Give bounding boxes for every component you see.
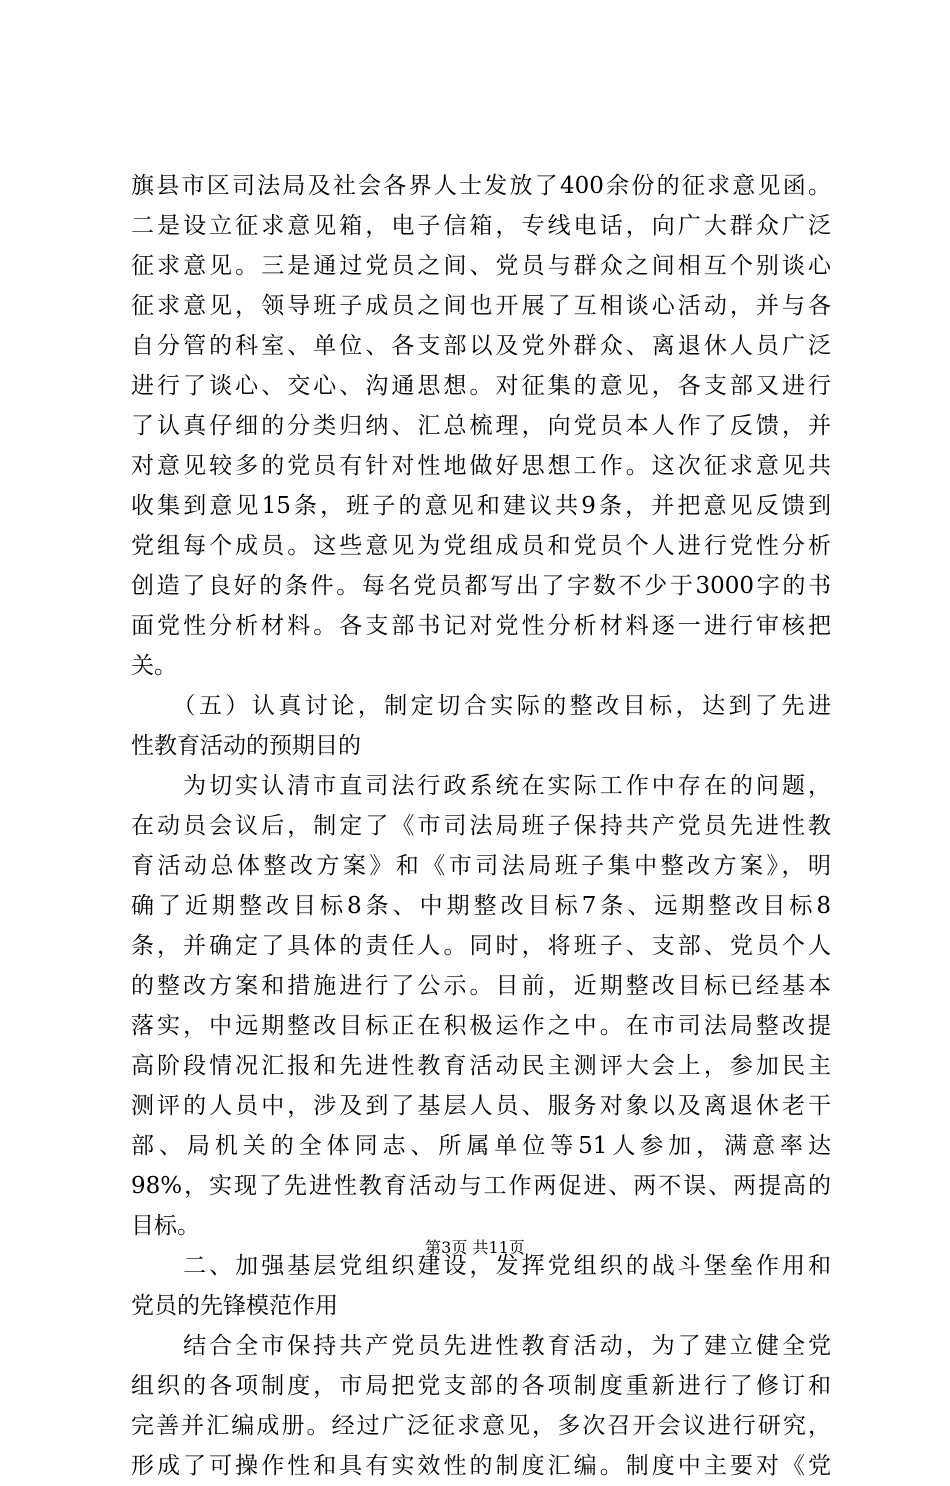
text-line: 部、局机关的全体同志、所属单位等51人参加，满意率达 bbox=[131, 1133, 831, 1159]
text-line: 收集到意见15条，班子的意见和建议共9条，并把意见反馈到 bbox=[131, 493, 831, 519]
page-number-footer: 第3页 共11页 bbox=[425, 1238, 525, 1257]
text-line: 二是设立征求意见箱，电子信箱，专线电话，向广大群众广泛 bbox=[131, 213, 831, 239]
text-line: 98%，实现了先进性教育活动与工作两促进、两不误、两提高的 bbox=[131, 1173, 831, 1199]
text-line: 测评的人员中，涉及到了基层人员、服务对象以及离退休老干 bbox=[131, 1093, 831, 1119]
text-line: 育活动总体整改方案》和《市司法局班子集中整改方案》，明 bbox=[131, 853, 831, 879]
text-line: 旗县市区司法局及社会各界人士发放了400余份的征求意见函。 bbox=[131, 173, 831, 199]
text-line: 条，并确定了具体的责任人。同时，将班子、支部、党员个人 bbox=[131, 933, 831, 959]
text-line: 党组每个成员。这些意见为党组成员和党员个人进行党性分析 bbox=[131, 533, 831, 559]
text-line: 目标。 bbox=[131, 1213, 200, 1239]
text-line: 面党性分析材料。各支部书记对党性分析材料逐一进行审核把 bbox=[131, 613, 831, 639]
text-line: 完善并汇编成册。经过广泛征求意见，多次召开会议进行研究， bbox=[131, 1413, 831, 1439]
text-line: 落实，中远期整改目标正在积极运作之中。在市司法局整改提 bbox=[131, 1013, 831, 1039]
text-line: 形成了可操作性和具有实效性的制度汇编。制度中主要对《党 bbox=[131, 1453, 831, 1479]
section-heading-line: （五）认真讨论，制定切合实际的整改目标，达到了先进 bbox=[131, 693, 831, 719]
text-line: 组织的各项制度，市局把党支部的各项制度重新进行了修订和 bbox=[131, 1373, 831, 1399]
document-body bbox=[131, 166, 831, 1486]
text-line: 高阶段情况汇报和先进性教育活动民主测评大会上，参加民主 bbox=[131, 1053, 831, 1079]
section-heading-line: 党员的先锋模范作用 bbox=[131, 1293, 338, 1319]
text-line: 关。 bbox=[131, 653, 177, 679]
text-line: 为切实认清市直司法行政系统在实际工作中存在的问题， bbox=[131, 773, 831, 799]
text-line: 结合全市保持共产党员先进性教育活动，为了建立健全党 bbox=[131, 1333, 831, 1359]
text-line: 的整改方案和措施进行了公示。目前，近期整改目标已经基本 bbox=[131, 973, 831, 999]
text-line: 了认真仔细的分类归纳、汇总梳理，向党员本人作了反馈，并 bbox=[131, 413, 831, 439]
text-line: 创造了良好的条件。每名党员都写出了字数不少于3000字的书 bbox=[131, 573, 831, 599]
section-heading-line: 性教育活动的预期目的 bbox=[131, 733, 361, 759]
text-line: 征求意见。三是通过党员之间、党员与群众之间相互个别谈心 bbox=[131, 253, 831, 279]
text-line: 自分管的科室、单位、各支部以及党外群众、离退休人员广泛 bbox=[131, 333, 831, 359]
text-line: 征求意见，领导班子成员之间也开展了互相谈心活动，并与各 bbox=[131, 293, 831, 319]
text-line: 对意见较多的党员有针对性地做好思想工作。这次征求意见共 bbox=[131, 453, 831, 479]
text-line: 进行了谈心、交心、沟通思想。对征集的意见，各支部又进行 bbox=[131, 373, 831, 399]
text-line: 在动员会议后，制定了《市司法局班子保持共产党员先进性教 bbox=[131, 813, 831, 839]
section-heading-line: 二、加强基层党组织建设，发挥党组织的战斗堡垒作用和 bbox=[131, 1253, 831, 1279]
text-line: 确了近期整改目标8条、中期整改目标7条、远期整改目标8 bbox=[131, 893, 831, 919]
